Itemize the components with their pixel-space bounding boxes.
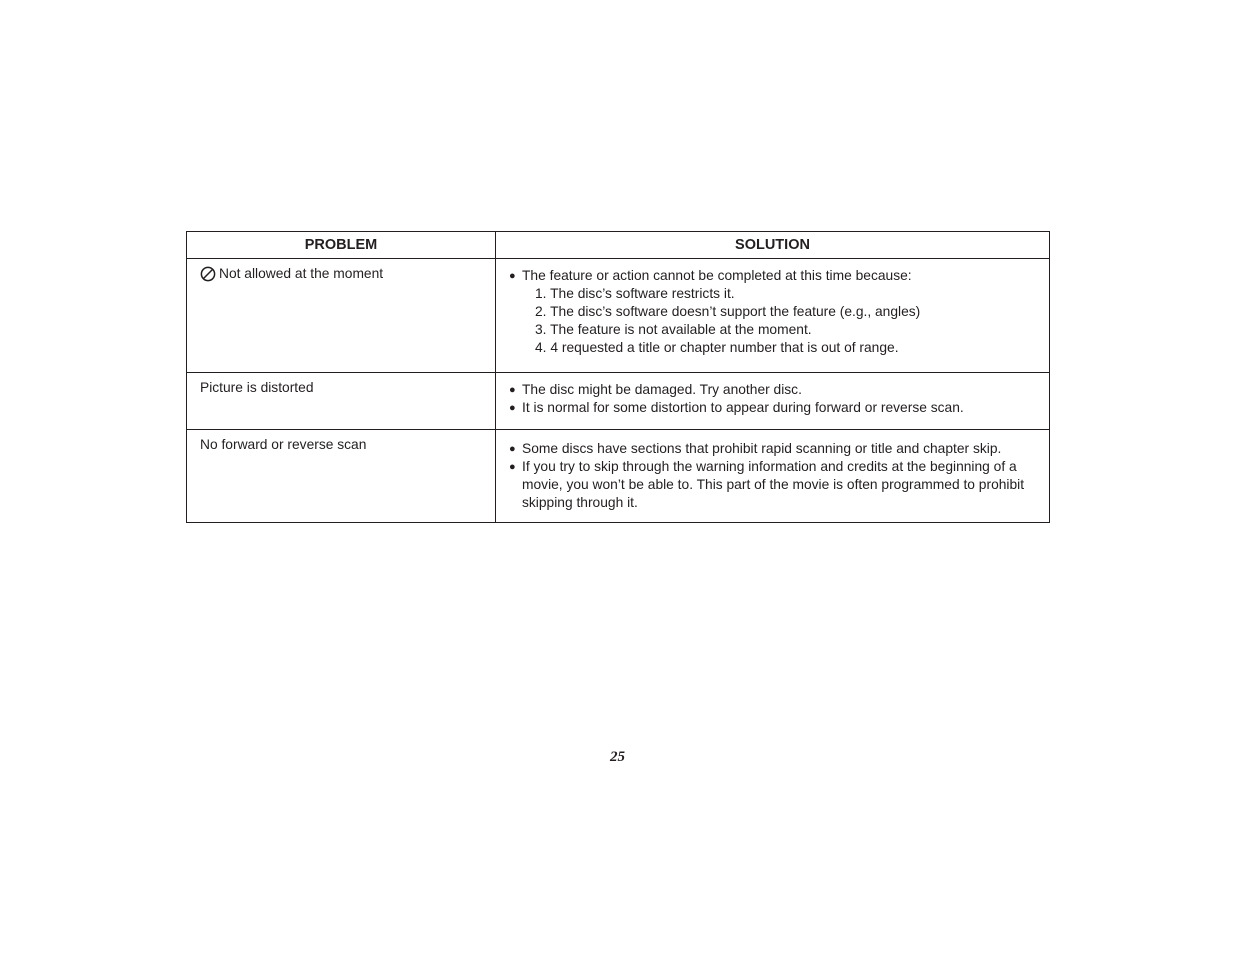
solution-text: The disc might be damaged. Try another disc.: [522, 382, 802, 397]
reason-numbered-list: [522, 285, 1041, 357]
solution-column-header: SOLUTION: [496, 232, 1050, 259]
table-row: [187, 430, 1050, 523]
problem-cell: [187, 430, 496, 523]
bullet-icon: ●: [509, 384, 516, 396]
problem-text: Picture is distorted: [200, 380, 314, 395]
page-number: 25: [610, 749, 625, 765]
problem-cell: [187, 373, 496, 430]
solution-bullet-list: [509, 381, 1041, 417]
prohibited-icon: [200, 266, 216, 282]
solution-bullet-list: [509, 440, 1041, 512]
problem-column-header: PROBLEM: [187, 232, 496, 259]
list-item: [509, 458, 1041, 512]
table-row: [187, 373, 1050, 430]
problem-cell: [187, 259, 496, 373]
solution-text: Some discs have sections that prohibit rapid scanning or title and chapter skip.: [522, 441, 1002, 456]
numbered-item: 4. 4 requested a title or chapter number that is out of range.: [535, 340, 899, 355]
problem-text: No forward or reverse scan: [200, 437, 367, 452]
list-item: [509, 440, 1041, 458]
list-item: [509, 381, 1041, 399]
numbered-item: 1. The disc’s software restricts it.: [535, 286, 735, 301]
list-item: [509, 267, 1041, 357]
table-header-row: [187, 232, 1050, 259]
solution-bullet-list: [509, 267, 1041, 357]
bullet-icon: ●: [509, 270, 516, 282]
bullet-icon: ●: [509, 461, 516, 473]
list-item: [509, 399, 1041, 417]
table-row: [187, 259, 1050, 373]
solution-text: If you try to skip through the warning information and credits at the beginning of a movie, you won’t be able to. This part of the movie is often programmed to prohibit skipping through it.: [522, 459, 1025, 510]
bullet-icon: ●: [509, 402, 516, 414]
solution-cell: [496, 430, 1050, 523]
problem-text: Not allowed at the moment: [219, 266, 384, 281]
solution-text: It is normal for some distortion to appear during forward or reverse scan.: [522, 400, 964, 415]
bullet-icon: ●: [509, 443, 516, 455]
troubleshooting-table: [186, 231, 1050, 523]
solution-text: The feature or action cannot be completed at this time because:: [522, 268, 912, 283]
solution-cell: [496, 259, 1050, 373]
solution-cell: [496, 373, 1050, 430]
numbered-item: 2. The disc’s software doesn’t support the feature (e.g., angles): [535, 304, 921, 319]
numbered-item: 3. The feature is not available at the moment.: [535, 322, 812, 337]
